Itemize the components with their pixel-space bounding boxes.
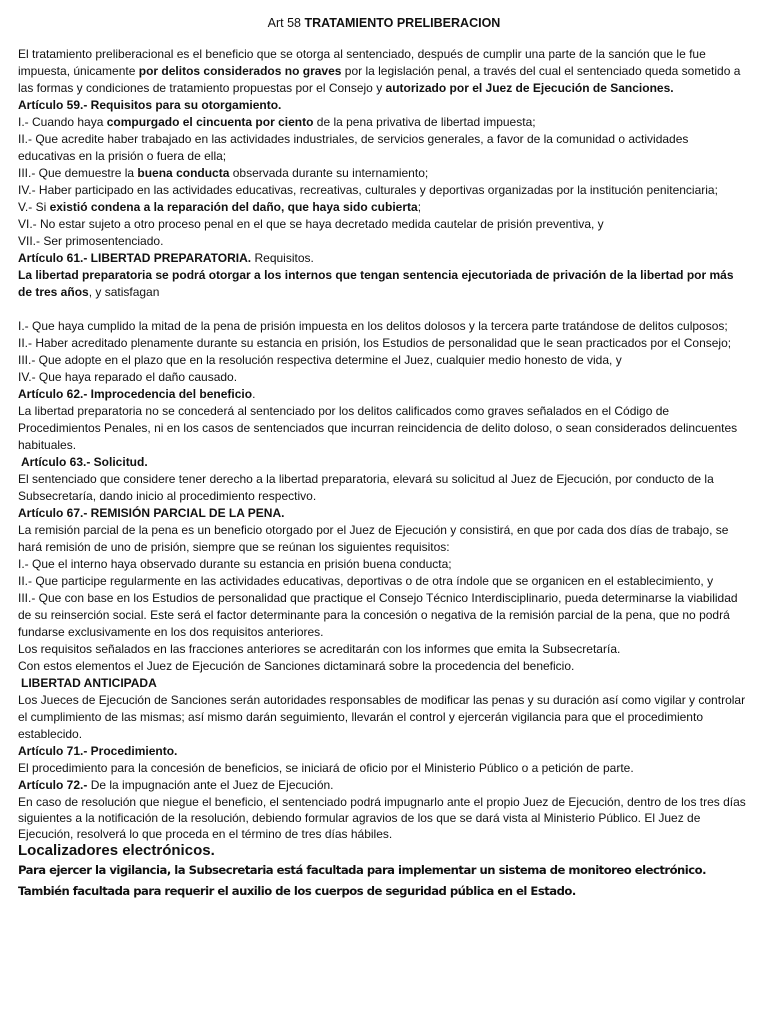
art62-heading-dot: . xyxy=(252,387,256,401)
art59-i-a: I.- Cuando haya xyxy=(18,115,107,129)
title-bold: TRATAMIENTO PRELIBERACION xyxy=(304,16,501,30)
art59-iii-a: III.- Que demuestre la xyxy=(18,166,138,180)
art67-item-ii: II.- Que participe regularmente en las actividades educativas, deportivas o de otra índole que se organicen en el establecimiento, y xyxy=(18,574,714,588)
art61-item-i: I.- Que haya cumplido la mitad de la pena de prisión impuesta en los delitos dolosos y la tercera parte tratándose de delitos culposos; xyxy=(18,319,728,333)
intro-text-2: por la legislación penal, a través del cual el sentenciado queda sometido a las formas y condiciones de tratamiento propuestas por el Consejo y xyxy=(18,64,741,95)
art61-heading xyxy=(18,250,746,267)
art61-heading-text: Artículo 61.- LIBERTAD PREPARATORIA. xyxy=(18,251,252,265)
art59-item-v xyxy=(18,199,746,216)
art72-heading-tail: De la impugnación ante el Juez de Ejecución. xyxy=(87,778,334,792)
art59-item-vii: VII.- Ser primosentenciado. xyxy=(18,234,164,248)
art59-item-iv: IV.- Haber participado en las actividades educativas, recreativas, culturales y deportivas organizadas por la institución penitenciaria; xyxy=(18,183,718,197)
art59-heading-text: Artículo 59.- Requisitos para su otorgamiento. xyxy=(18,98,282,112)
intro-text-1: El tratamiento preliberacional es el beneficio que se otorga al sentenciado, después de cumplir una parte de la sanción que le fue impuesta, únicamente xyxy=(18,47,706,78)
title-prefix: Art 58 xyxy=(267,16,305,30)
art59-item-iii xyxy=(18,165,746,182)
paragraph-gap xyxy=(18,301,746,318)
art67-heading xyxy=(18,505,746,522)
art67-p2: Los requisitos señalados en las fracciones anteriores se acreditarán con los informes que emita la Subsecretaría. xyxy=(18,642,621,656)
art61-item-iv: IV.- Que haya reparado el daño causado. xyxy=(18,370,238,384)
art63-text: El sentenciado que considere tener derecho a la libertad preparatoria, elevará su solicitud al Juez de Ejecución, por conducto de la Subsecretaría, dando inicio al procedimiento respectivo. xyxy=(18,472,714,503)
art59-i-b: compurgado el cincuenta por ciento xyxy=(106,115,314,129)
art59-heading xyxy=(18,97,746,114)
art61-lead xyxy=(18,267,746,301)
art59-item-vi: VI.- No estar sujeto a otro proceso penal en el que se haya decretado medida cautelar de prisión preventiva, y xyxy=(18,217,604,231)
art67-item-i: I.- Que el interno haya observado durante su estancia en prisión buena conducta; xyxy=(18,557,452,571)
art71-text: El procedimiento para la concesión de beneficios, se iniciará de oficio por el Ministerio Público o a petición de parte. xyxy=(18,761,634,775)
art59-i-c: de la pena privativa de libertad impuesta; xyxy=(313,115,536,129)
intro-paragraph xyxy=(18,46,746,97)
art61-lead-tail: , y satisfagan xyxy=(88,285,160,299)
art63-heading-text: Artículo 63.- Solicitud. xyxy=(21,455,148,469)
art62-heading xyxy=(18,386,746,403)
art59-iii-b: buena conducta xyxy=(137,166,230,180)
document-body xyxy=(18,46,746,902)
intro-bold-1: por delitos considerados no graves xyxy=(138,64,342,78)
anticipada-heading xyxy=(18,675,746,692)
art71-heading-text: Artículo 71.- Procedimiento. xyxy=(18,744,178,758)
art59-item-ii: II.- Que acredite haber trabajado en las actividades industriales, de servicios generales, a favor de la comunidad o actividades educativas en la prisión o fuera de ella; xyxy=(18,132,689,163)
art67-p3: Con estos elementos el Juez de Ejecución de Sanciones dictaminará sobre la procedencia del beneficio. xyxy=(18,659,575,673)
art61-item-ii: II.- Haber acreditado plenamente durante su estancia en prisión, los Estudios de personalidad que le sean practicados por el Consejo; xyxy=(18,336,732,350)
art67-heading-text: Artículo 67.- REMISIÓN PARCIAL DE LA PENA. xyxy=(18,506,285,520)
art67-item-iii: III.- Que con base en los Estudios de personalidad que practique el Consejo Técnico Interdisciplinario, pueda determinarse la viabilidad de su reinserción social. Este será el factor determinante para la concesión o negativa de la remisión parcial de la pena, que no podrá fundarse exclusivamente en los dos requisitos anteriores. xyxy=(18,591,738,639)
art59-item-i xyxy=(18,114,746,131)
art63-heading xyxy=(18,454,746,471)
art61-heading-tail: Requisitos. xyxy=(251,251,314,265)
art67-text: La remisión parcial de la pena es un beneficio otorgado por el Juez de Ejecución y consistirá, en que por cada dos días de trabajo, se hará remisión de uno de prisión, siempre que se reúnan los siguientes requisitos: xyxy=(18,523,729,554)
localizadores-line-1: Para ejercer la vigilancia, la Subsecretaria está facultada para implementar un sistema de monitoreo electrónico. xyxy=(18,863,707,877)
art61-lead-bold: La libertad preparatoria se podrá otorgar a los internos que tengan sentencia ejecutoriada de privación de la libertad por más de tres años xyxy=(18,268,734,299)
intro-bold-2: autorizado por el Juez de Ejecución de Sanciones. xyxy=(385,81,674,95)
art72-text: En caso de resolución que niegue el beneficio, el sentenciado podrá impugnarlo ante el propio Juez de Ejecución, dentro de los tres días siguientes a la notificación de la resolución, debiendo formular agravios de los que se dará vista al Ministerio Público. El Juez de Ejecución, resolverá lo que proceda en el término de tres días hábiles. xyxy=(18,795,746,841)
anticipada-text: Los Jueces de Ejecución de Sanciones serán autoridades responsables de modificar las penas y su duración así como vigilar y controlar el cumplimiento de las mismas; así mismo darán seguimiento, llevarán el control y ejercerán vigilancia para que el procedimiento establecido. xyxy=(18,693,746,741)
localizadores-line-2: También facultada para requerir el auxilio de los cuerpos de seguridad pública en el Estado. xyxy=(18,884,576,898)
art59-v-b: existió condena a la reparación del daño, que haya sido cubierta xyxy=(49,200,418,214)
art62-heading-text: Artículo 62.- Improcedencia del beneficio xyxy=(18,387,253,401)
art59-iii-c: observada durante su internamiento; xyxy=(229,166,429,180)
art59-v-c: ; xyxy=(417,200,422,214)
anticipada-heading-text: LIBERTAD ANTICIPADA xyxy=(21,676,157,690)
art72-heading xyxy=(18,777,746,794)
localizadores-heading: Localizadores electrónicos. xyxy=(18,842,215,859)
art72-heading-text: Artículo 72.- xyxy=(18,778,88,792)
art59-v-a: V.- Si xyxy=(18,200,50,214)
art61-item-iii: III.- Que adopte en el plazo que en la resolución respectiva determine el Juez, cualquier medio honesto de vida, y xyxy=(18,353,622,367)
art62-text: La libertad preparatoria no se concederá al sentenciado por los delitos calificados como graves señalados en el Código de Procedimientos Penales, ni en los casos de sentenciados que incurran reincidencia de delito doloso, o sean considerados delincuentes habituales. xyxy=(18,404,738,452)
art71-heading xyxy=(18,743,746,760)
document-title xyxy=(0,16,768,30)
